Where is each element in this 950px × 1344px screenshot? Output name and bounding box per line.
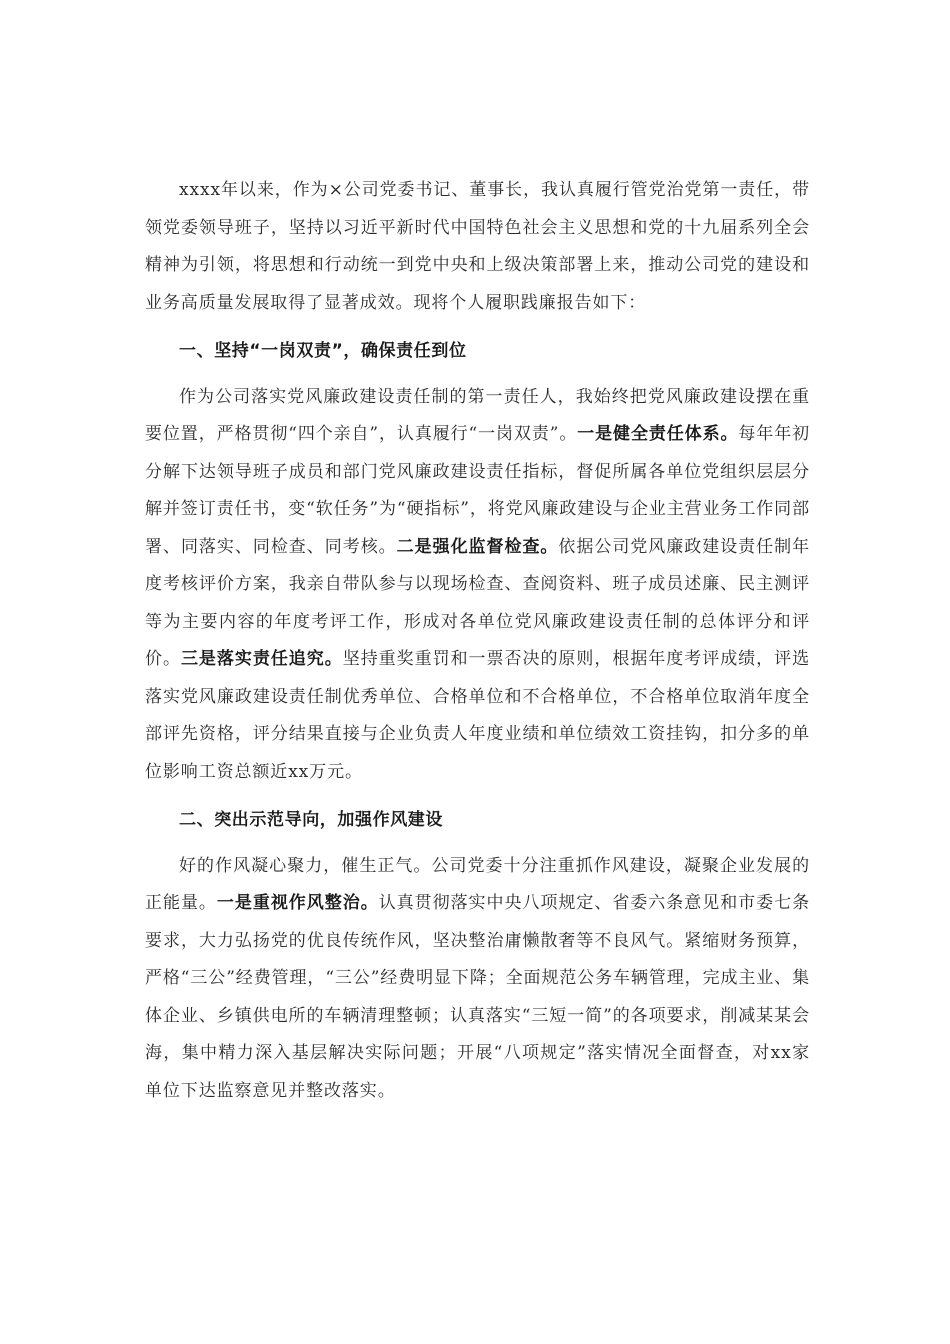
section-1-text-2: 每年年初分解下达领导班子成员和部门党风廉政建设责任指标，督促所属各单位党组织层层分解并签订责任书，变“软任务”为“硬指标”，将党风廉政建设与企业主营业务工作同部署、同落实、同检查、同考核。 (145, 424, 810, 557)
section-2-paragraph (145, 848, 810, 1111)
intro-text: xxxx年以来，作为×公司党委书记、董事长，我认真履行管党治党第一责任，带领党委领导班子，坚持以习近平新时代中国特色社会主义思想和党的十九届系列全会精神为引领，将思想和行动统一到党中央和上级决策部署上来，推动公司党的建设和业务高质量发展取得了显著成效。现将个人履职践廉报告如下： (145, 180, 810, 313)
section-2-heading (145, 802, 810, 840)
section-1-bold-1: 一是健全责任体系。 (577, 424, 739, 444)
section-1-text-1: 作为公司落实党风廉政建设责任制的第一责任人，我始终把党风廉政建设摆在重要位置，严格贯彻“四个亲自”，认真履行“一岗双责”。 (145, 386, 810, 444)
section-2-text-1: 好的作风凝心聚力，催生正气。公司党委十分注重抓作风建设，凝聚企业发展的正能量。 (145, 855, 810, 913)
section-1-paragraph (145, 379, 810, 792)
section-1-bold-2: 二是强化监督检查。 (396, 536, 559, 557)
section-1-heading-text: 一、坚持“一岗双责”，确保责任到位 (179, 341, 467, 361)
section-1-text-4: 坚持重奖重罚和一票否决的原则，根据年度考评成绩，评选落实党风廉政建设责任制优秀单位、合格单位和不合格单位，不合格单位取消年度全部评先资格，评分结果直接与企业负责人年度业绩和单位绩效工资挂钩，扣分多的单位影响工资总额近xx万元。 (145, 649, 810, 782)
document-body (145, 172, 810, 1110)
intro-paragraph (145, 172, 810, 322)
section-1-bold-3: 三是落实责任追究。 (180, 649, 343, 669)
section-2-bold-1: 一是重视作风整治。 (216, 893, 379, 913)
section-1-heading (145, 333, 810, 371)
section-2-heading-text: 二、突出示范导向，加强作风建设 (179, 810, 443, 830)
section-1-text-3: 依据公司党风廉政建设责任制年度考核评价方案，我亲自带队参与以现场检查、查阅资料、班子成员述廉、民主测评等为主要内容的年度考评工作，形成对各单位党风廉政建设责任制的总体评分和评价。 (145, 536, 810, 669)
section-2-text-2: 认真贯彻落实中央八项规定、省委六条意见和市委七条要求，大力弘扬党的优良传统作风，坚决整治庸懒散奢等不良风气。紧缩财务预算，严格“三公”经费管理，“三公”经费明显下降；全面规范公务车辆管理，完成主业、集体企业、乡镇供电所的车辆清理整顿；认真落实“三短一简”的各项要求，削减某某会海，集中精力深入基层解决实际问题；开展“八项规定”落实情况全面督查，对xx家单位下达监察意见并整改落实。 (145, 893, 810, 1101)
